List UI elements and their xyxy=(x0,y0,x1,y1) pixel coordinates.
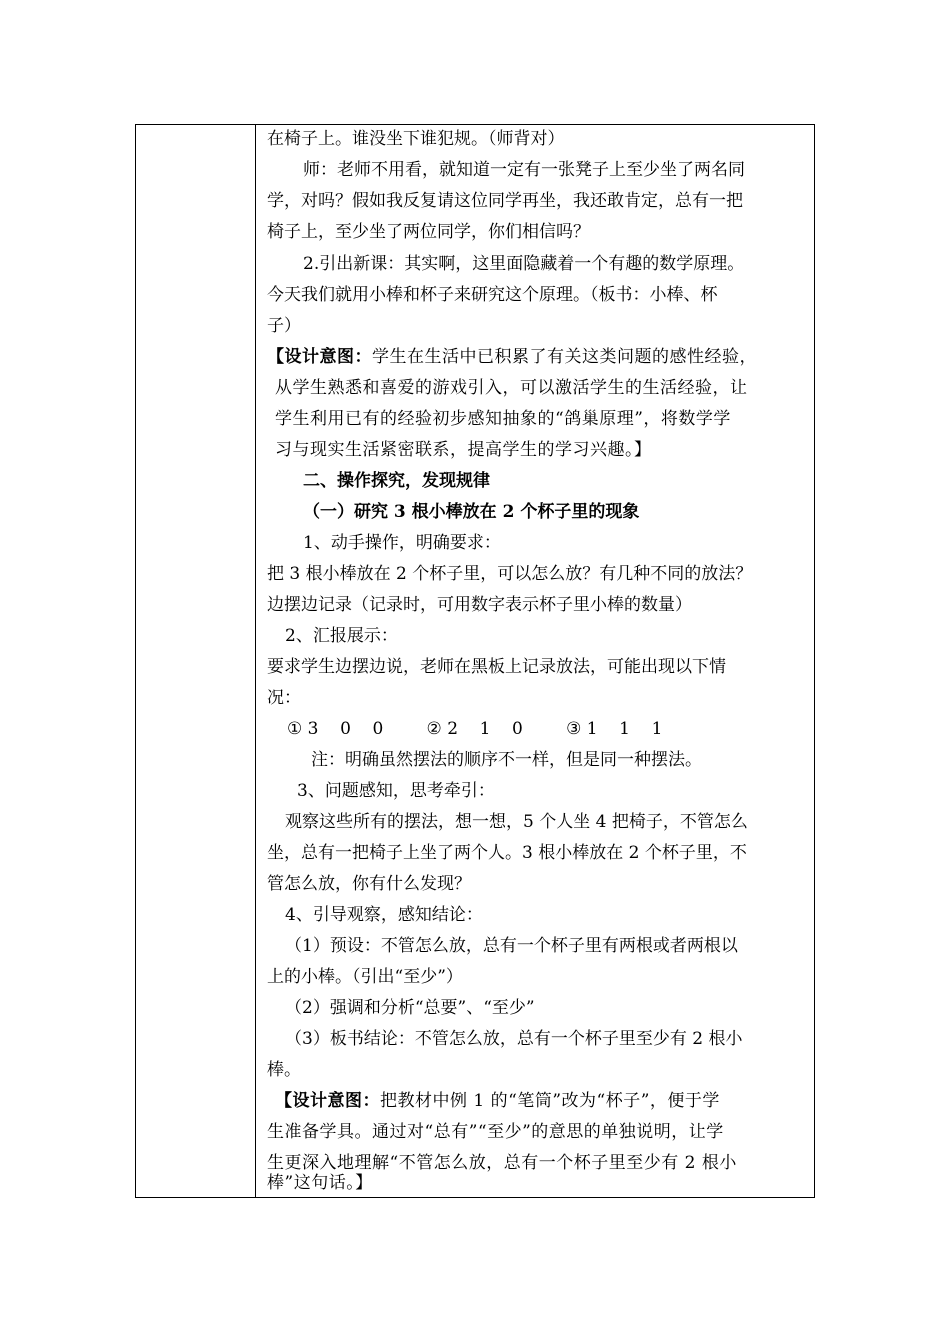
subsection-heading: （一）研究 3 根小棒放在 2 个杯子里的现象 xyxy=(303,502,640,522)
text-line: 管怎么放，你有什么发现？ xyxy=(267,874,471,894)
text-line: （2）强调和分析“总要”、“至少” xyxy=(285,998,535,1018)
text-line: 4、引导观察，感知结论： xyxy=(285,905,483,925)
text-line: 3、问题感知，思考牵引： xyxy=(297,781,495,801)
text-line: 边摆边记录（记录时，可用数字表示杯子里小棒的数量） xyxy=(267,595,692,615)
text-line: （1）预设：不管怎么放，总有一个杯子里有两根或者两根以 xyxy=(285,936,738,956)
text-line: 1、动手操作，明确要求： xyxy=(303,533,501,553)
text-line: 观察这些所有的摆法，想一想，5 个人坐 4 把椅子，不管怎么 xyxy=(285,812,748,832)
text-line: 况： xyxy=(267,688,301,708)
text-line: 2.引出新课：其实啊，这里面隐藏着一个有趣的数学原理。 xyxy=(303,254,745,274)
design-intent-label: 【设计意图： xyxy=(275,1091,380,1111)
section-heading: 二、操作探究，发现规律 xyxy=(303,471,490,491)
text-line: 棒”这句话。】 xyxy=(267,1173,373,1193)
text-line: 习与现实生活紧密联系，提高学生的学习兴趣。】 xyxy=(275,440,652,460)
text-line: 注：明确虽然摆法的顺序不一样，但是同一种摆法。 xyxy=(311,750,702,770)
text-line: 棒。 xyxy=(267,1060,301,1080)
text-line: 把 3 根小棒放在 2 个杯子里，可以怎么放？有几种不同的放法？ xyxy=(267,564,753,584)
text-line: 师：老师不用看，就知道一定有一张凳子上至少坐了两名同 xyxy=(303,160,745,180)
text-line: 椅子上，至少坐了两位同学，你们相信吗？ xyxy=(267,222,590,242)
design-intent-line: 【设计意图：学生在生活中已积累了有关这类问题的感性经验， xyxy=(267,347,757,367)
text-line: 从学生熟悉和喜爱的游戏引入，可以激活学生的生活经验，让 xyxy=(275,378,748,398)
text-line: 今天我们就用小棒和杯子来研究这个原理。（板书：小棒、杯 xyxy=(267,285,718,305)
text-line: 在椅子上。谁没坐下谁犯规。（师背对） xyxy=(267,129,565,149)
left-column-cell xyxy=(136,125,256,1197)
lesson-table xyxy=(135,124,815,1198)
text-line: 2、汇报展示： xyxy=(285,626,398,646)
text-line: （3）板书结论：不管怎么放，总有一个杯子里至少有 2 根小 xyxy=(285,1029,743,1049)
arrangement-list: ① 3 0 0 ② 2 1 0 ③ 1 1 1 xyxy=(287,719,663,739)
text-line: 要求学生边摆边说，老师在黑板上记录放法，可能出现以下情 xyxy=(267,657,726,677)
text-line: 生准备学具。通过对“总有”“至少”的意思的单独说明，让学 xyxy=(267,1122,724,1142)
text-line: 学生利用已有的经验初步感知抽象的“鸽巢原理”，将数学学 xyxy=(275,409,731,429)
text-line: 生更深入地理解“不管怎么放，总有一个杯子里至少有 2 根小 xyxy=(267,1153,737,1173)
design-intent-label: 【设计意图： xyxy=(267,347,372,367)
text-line: 子） xyxy=(267,316,301,336)
text-line: 上的小棒。（引出“至少”） xyxy=(267,967,463,987)
design-intent-line: 【设计意图：把教材中例 1 的“笔筒”改为“杯子”，便于学 xyxy=(275,1091,720,1111)
text-line: 学，对吗？假如我反复请这位同学再坐，我还敢肯定，总有一把 xyxy=(267,191,743,211)
text-line: 坐，总有一把椅子上坐了两个人。3 根小棒放在 2 个杯子里，不 xyxy=(267,843,747,863)
